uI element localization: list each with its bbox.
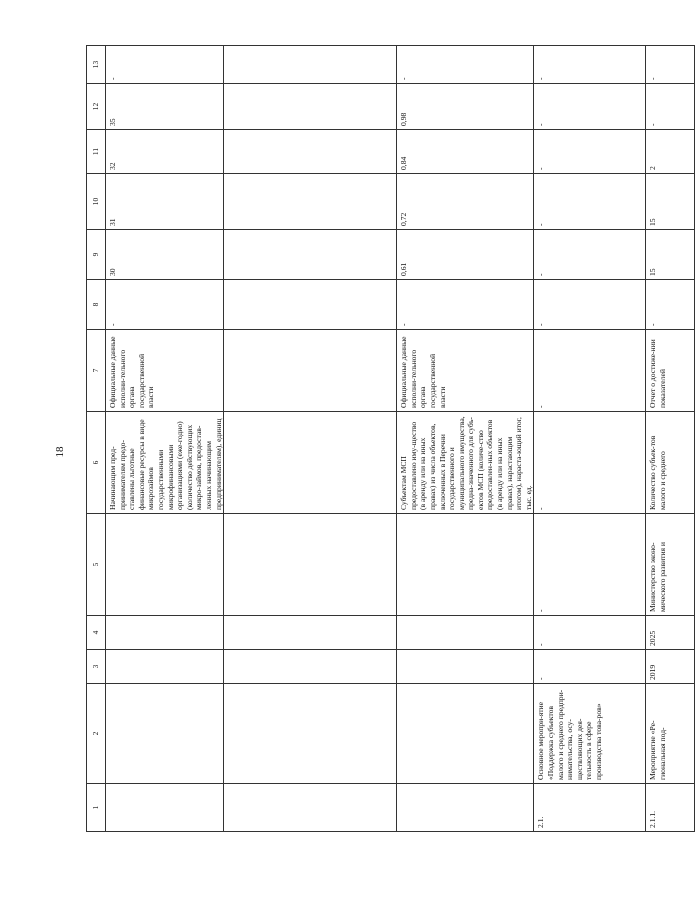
table-cell: Начинающим пред-принимателям предо-ставлены льготные финансовые ресурсы в виде микрозаймов государственными микрофинансовыми организациями (еже-годно) (количество действующих микро-займов, предостав-ленных начинающим предпринимателям), единиц: [106, 412, 224, 514]
table-cell: -: [534, 230, 646, 280]
header-cell: 2: [87, 684, 106, 784]
table-cell: [397, 684, 534, 784]
table-cell: 0,72: [397, 174, 534, 230]
header-cell: 8: [87, 280, 106, 330]
rotated-table-container: [86, 46, 668, 832]
table-cell: [397, 650, 534, 684]
indicators-table: [86, 45, 695, 832]
table-row: [106, 46, 224, 832]
table-cell: -: [534, 330, 646, 412]
table-cell: [397, 784, 534, 832]
page-number: 18: [54, 446, 66, 458]
table-cell: Субъектам МСП предоставлено иму-щество (в аренду или на иных правах) из числа объектов, включенных в Перечни государственного и муниципального имущества, предна-значенного для субъ-ектов МСП (количе-ство предоставлен-ных объектов (в аренду или на иных правах), нарастающим итогом), нараста-ющий итог, тыс. ед.: [397, 412, 534, 514]
table-cell: [224, 330, 397, 412]
table-cell: [224, 650, 397, 684]
table-cell: -: [534, 616, 646, 650]
table-cell: [224, 514, 397, 616]
header-cell: 11: [87, 130, 106, 174]
table-cell: [397, 616, 534, 650]
table-cell: -: [534, 84, 646, 130]
table-cell: 31: [106, 174, 224, 230]
table-cell: 15: [646, 230, 695, 280]
header-cell: 10: [87, 174, 106, 230]
header-cell: 1: [87, 784, 106, 832]
table-cell: -: [646, 46, 695, 84]
table-cell: 2: [646, 130, 695, 174]
table-cell: -: [534, 650, 646, 684]
table-cell: -: [534, 412, 646, 514]
table-cell: [224, 684, 397, 784]
table-cell: -: [534, 130, 646, 174]
table-cell: Отчет о достиже-нии показателей: [646, 330, 695, 412]
table-cell: [106, 514, 224, 616]
table-cell: -: [534, 46, 646, 84]
table-cell: 2019: [646, 650, 695, 684]
table-cell: -: [534, 514, 646, 616]
table-cell: [224, 130, 397, 174]
table-cell: -: [397, 46, 534, 84]
table-row: [646, 46, 695, 832]
header-cell: 3: [87, 650, 106, 684]
table-cell: 0,84: [397, 130, 534, 174]
table-cell: 2.1.1.: [646, 784, 695, 832]
header-cell: 12: [87, 84, 106, 130]
header-cell: 9: [87, 230, 106, 280]
table-cell: [224, 84, 397, 130]
header-cell: 5: [87, 514, 106, 616]
table-cell: -: [646, 84, 695, 130]
table-cell: 0,61: [397, 230, 534, 280]
table-cell: Основное меропри-ятие «Поддержка субъектов малого и среднего предпри-нимательства, осу-ществляющих дея-тельность в сфере производства това-ров»: [534, 684, 646, 784]
table-cell: 15: [646, 174, 695, 230]
table-cell: [224, 230, 397, 280]
table-cell: -: [534, 174, 646, 230]
table-cell: -: [397, 280, 534, 330]
table-cell: [106, 684, 224, 784]
table-cell: [224, 280, 397, 330]
table-cell: [224, 784, 397, 832]
table-cell: 32: [106, 130, 224, 174]
header-cell: 13: [87, 46, 106, 84]
table-cell: [106, 784, 224, 832]
table-cell: [224, 46, 397, 84]
table-row: [397, 46, 534, 832]
table-cell: -: [646, 280, 695, 330]
table-row: [534, 46, 646, 832]
table-cell: [224, 412, 397, 514]
table-cell: [106, 616, 224, 650]
table-cell: [106, 650, 224, 684]
header-cell: 4: [87, 616, 106, 650]
header-cell: 6: [87, 412, 106, 514]
table-cell: Официальные данные исполни-тельного органа государственной власти: [106, 330, 224, 412]
table-cell: -: [534, 280, 646, 330]
table-row: [224, 46, 397, 832]
table-cell: [224, 174, 397, 230]
table-cell: -: [106, 46, 224, 84]
table-cell: [224, 616, 397, 650]
table-cell: -: [106, 280, 224, 330]
table-cell: 2025: [646, 616, 695, 650]
table-cell: Количество субъек-тов малого и среднего: [646, 412, 695, 514]
table-cell: 30: [106, 230, 224, 280]
header-row: [87, 46, 106, 832]
table-cell: Официальные данные исполни-тельного органа государственной власти: [397, 330, 534, 412]
table-body: [87, 46, 695, 832]
table-cell: Мероприятие «Ре-гиональная под-: [646, 684, 695, 784]
table-cell: [397, 514, 534, 616]
header-cell: 7: [87, 330, 106, 412]
table-cell: 35: [106, 84, 224, 130]
table-cell: 0,98: [397, 84, 534, 130]
table-cell: 2.1.: [534, 784, 646, 832]
table-cell: Министерство эконо-мического развития и: [646, 514, 695, 616]
